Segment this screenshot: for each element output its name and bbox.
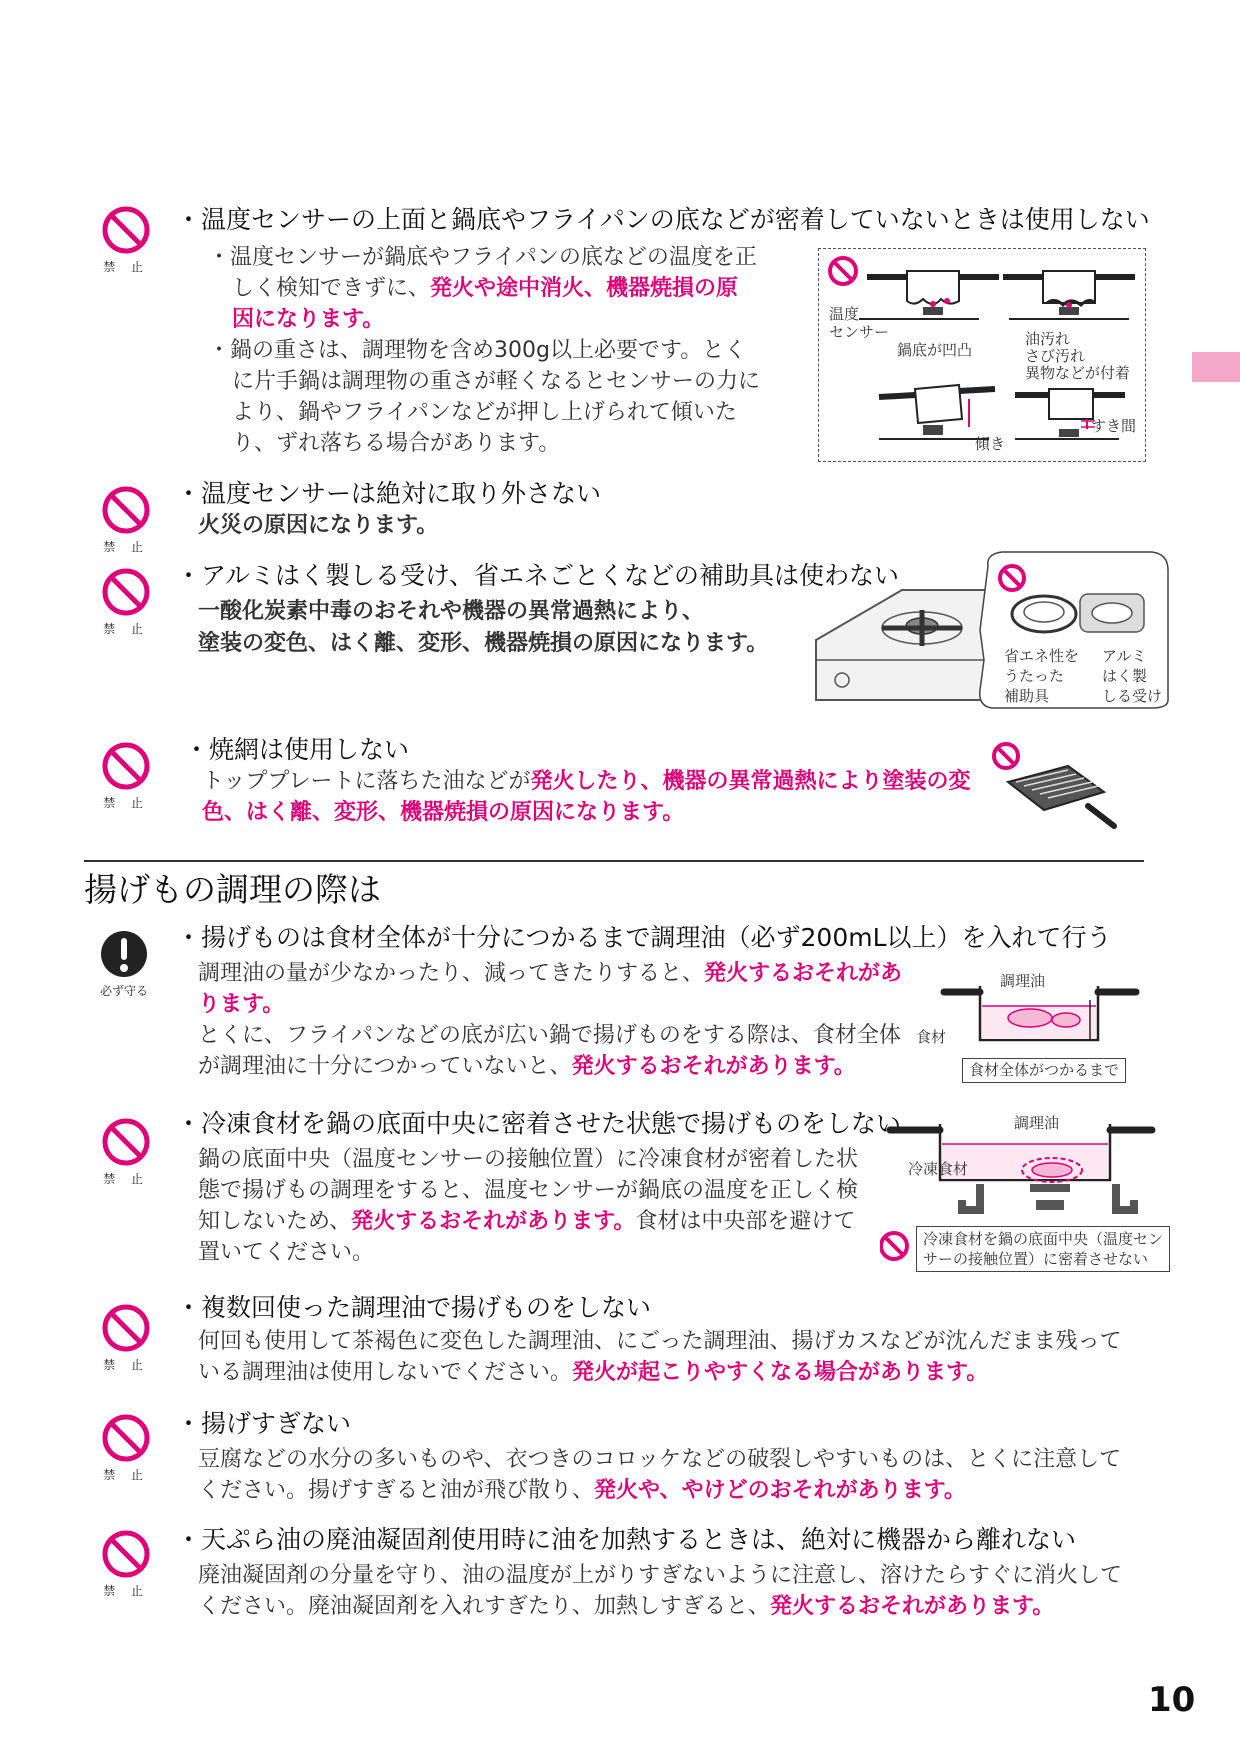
fig-label-foil: アルミ はく製 しる受け <box>1102 647 1163 705</box>
section4-body: トッププレートに落ちた油などが発火したり、機器の異常過熱により塗装の変色、はく離、変形、機器焼損の原因になります。 <box>202 769 971 825</box>
fig-box-label: 冷凍食材を鍋の底面中央（温度センサーの接触位置）に密着させない <box>916 1226 1170 1272</box>
section4-heading: ・焼網は使用しない <box>184 735 410 764</box>
fig-label-oil: 調理油 <box>1014 1114 1060 1132</box>
fig-label-dirt: 油汚れ さび汚れ 異物などが付着 <box>1025 330 1131 382</box>
fry3-heading: ・複数回使った調理油で揚げものをしない <box>176 1293 652 1322</box>
section2-warning: 火災の原因になります。 <box>198 513 439 538</box>
section-divider <box>84 860 1144 862</box>
section1-body: ・温度センサーが鍋底やフライパンの底などの温度を正しく検知できずに、発火や途中消火、機器焼損の原因になります。 ・鍋の重さは、調理物を含め300g以上必要です。とくに片手鍋は調理物の重さが軽くなるとセンサーの力により、鍋やフライパンなどが押し上げられて傾いたり、ずれ落ちる場合があります。 <box>208 245 761 456</box>
fry1-heading: ・揚げものは食材全体が十分につかるまで調理油（必ず200mL以上）を入れて行う <box>176 923 1112 952</box>
fry2-heading: ・冷凍食材を鍋の底面中央に密着させた状態で揚げものをしない <box>176 1109 902 1138</box>
fig-label-frozen: 冷凍食材 <box>908 1160 969 1178</box>
section3-heading: ・アルミはく製しる受け、省エネごとくなどの補助具は使わない <box>176 561 900 590</box>
fig-label-eco: 省エネ性を うたった 補助具 <box>1004 647 1080 705</box>
fig-label-oil: 調理油 <box>1000 972 1046 990</box>
fry3-body: 何回も使用して茶褐色に変色した調理油、にごった調理油、揚げカスなどが沈んだまま残っている調理油は使用しないでください。発火が起こりやすくなる場合があります。 <box>198 1329 1122 1385</box>
prohibit-icon: 禁 止 <box>96 484 156 555</box>
section1-heading: ・温度センサーの上面と鍋底やフライパンの底などが密着していないときは使用しない <box>176 205 1150 234</box>
fig-box-label: 食材全体がつかるまで <box>962 1058 1126 1083</box>
prohibit-icon: 禁 止 <box>96 1116 156 1187</box>
fry5-heading: ・天ぷら油の廃油凝固剤使用時に油を加熱するときは、絶対に機器から離れない <box>176 1525 1077 1554</box>
prohibit-icon: 禁 止 <box>96 566 156 637</box>
prohibit-icon: 禁 止 <box>96 1528 156 1599</box>
fry2-body: 鍋の底面中央（温度センサーの接触位置）に冷凍食材が密着した状態で揚げもの調理をすると、温度センサーが鍋底の温度を正しく検知しないため、発火するおそれがあります。食材は中央部を避けて置いてください。 <box>198 1147 859 1265</box>
prohibit-icon: 禁 止 <box>96 1412 156 1483</box>
fry-section-title: 揚げもの調理の際は <box>84 870 381 909</box>
sensor-figure <box>818 248 1146 462</box>
fry4-heading: ・揚げすぎない <box>176 1409 352 1438</box>
fig-label-sensor: 温度 センサー <box>829 305 890 341</box>
fig-label-gap: すき間 <box>1091 417 1137 435</box>
must-icon: 必ず守る <box>94 928 154 999</box>
fig-label-uneven: 鍋底が凹凸 <box>897 341 973 359</box>
page-number: 10 <box>1148 1680 1196 1720</box>
fry1-body: 調理油の量が少なかったり、減ってきたりすると、発火するおそれがあります。 とくに、フライパンなどの底が広い鍋で揚げものをする際は、食材全体が調理油に十分につかっていないと、発火するおそれがあります。 <box>198 961 903 1079</box>
prohibit-icon: 禁 止 <box>96 204 156 275</box>
fig-label-tilt: 傾き <box>975 435 1006 453</box>
stove-figure <box>812 550 1172 710</box>
fry4-body: 豆腐などの水分の多いものや、衣つきのコロッケなどの破裂しやすいものは、とくに注意してください。揚げすぎると油が飛び散り、発火や、やけどのおそれがあります。 <box>198 1447 1122 1503</box>
section3-warning-2: 塗装の変色、はく離、変形、機器焼損の原因になります。 <box>198 631 769 656</box>
fry1-figure <box>916 970 1140 1090</box>
grill-net-figure <box>988 736 1120 836</box>
section3-warning-1: 一酸化炭素中毒のおそれや機器の異常過熱により、 <box>198 599 705 624</box>
fry2-figure <box>880 1110 1180 1275</box>
prohibit-icon: 禁 止 <box>96 1302 156 1373</box>
side-tab <box>1192 352 1240 382</box>
fry5-body: 廃油凝固剤の分量を守り、油の温度が上がりすぎないように注意し、溶けたらすぐに消火してください。廃油凝固剤を入れすぎたり、加熱しすぎると、発火するおそれがあります。 <box>198 1563 1123 1619</box>
prohibit-icon: 禁 止 <box>96 740 156 811</box>
fig-label-food: 食材 <box>916 1028 947 1046</box>
section2-heading: ・温度センサーは絶対に取り外さない <box>176 479 602 508</box>
